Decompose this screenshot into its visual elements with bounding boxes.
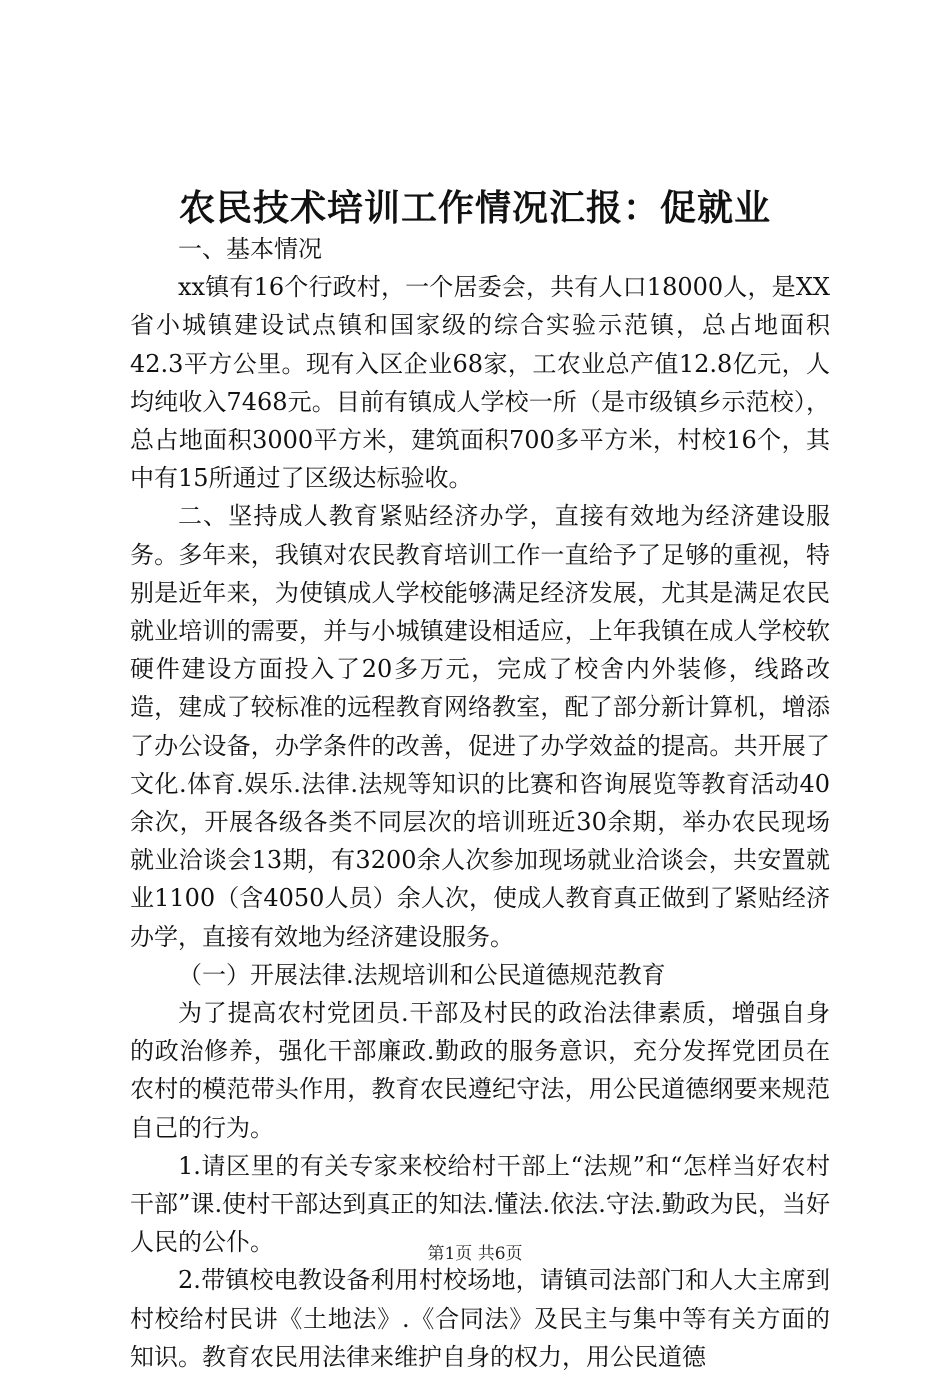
- subsection-heading-law-training: （一）开展法律.法规培训和公民道德规范教育: [178, 960, 666, 989]
- page-footer: 第1页 共6页: [427, 1244, 523, 1264]
- list-item-1: 1.请区里的有关专家来校给村干部上“法规”和“怎样当好农村干部”课.使村干部达到真正的知法.懂法.依法.守法.勤政为民，当好人民的公仆。: [130, 1151, 830, 1257]
- document-title: 农民技术培训工作情况汇报：促就业: [178, 187, 771, 229]
- list-item-2: 2.带镇校电教设备利用村校场地，请镇司法部门和人大主席到村校给村民讲《土地法》.《合同法》及民主与集中等有关方面的知识。教育农民用法律来维护自身的权力，用公民道德: [130, 1266, 830, 1371]
- paragraph-basic-info: xx镇有16个行政村，一个居委会，共有人口18000人，是XX省小城镇建设试点镇和国家级的综合实验示范镇，总占地面积42.3平方公里。现有入区企业68家，工农业总产值12.8亿元，人均纯收入7468元。目前有镇成人学校一所（是市级镇乡示范校），总占地面积3000平方米，建筑面积700多平方米，村校16个，其中有15所通过了区级达标验收。: [130, 273, 830, 493]
- section-heading-basic-info: 一、基本情况: [178, 235, 322, 263]
- document-body: [130, 230, 830, 1376]
- paragraph-adult-education: 二、坚持成人教育紧贴经济办学，直接有效地为经济建设服务。多年来，我镇对农民教育培训工作一直给予了足够的重视，特别是近年来，为使镇成人学校能够满足经济发展，尤其是满足农民就业培训的需要，并与小城镇建设相适应，上年我镇在成人学校软硬件建设方面投入了20多万元，完成了校舍内外装修，线路改造，建成了较标准的远程教育网络教室，配了部分新计算机，增添了办公设备，办学条件的改善，促进了办学效益的提高。共开展了文化.体育.娱乐.法律.法规等知识的比赛和咨询展览等教育活动40余次，开展各级各类不同层次的培训班近30余期，举办农民现场就业洽谈会13期，有3200余人次参加现场就业洽谈会，共安置就业1100（含4050人员）余人次，使成人教育真正做到了紧贴经济办学，直接有效地为经济建设服务。: [130, 502, 830, 951]
- paragraph-law-training: 为了提高农村党团员.干部及村民的政治法律素质，增强自身的政治修养，强化干部廉政.勤政的服务意识，充分发挥党团员在农村的模范带头作用，教育农民遵纪守法，用公民道德纲要来规范自己的行为。: [130, 999, 830, 1142]
